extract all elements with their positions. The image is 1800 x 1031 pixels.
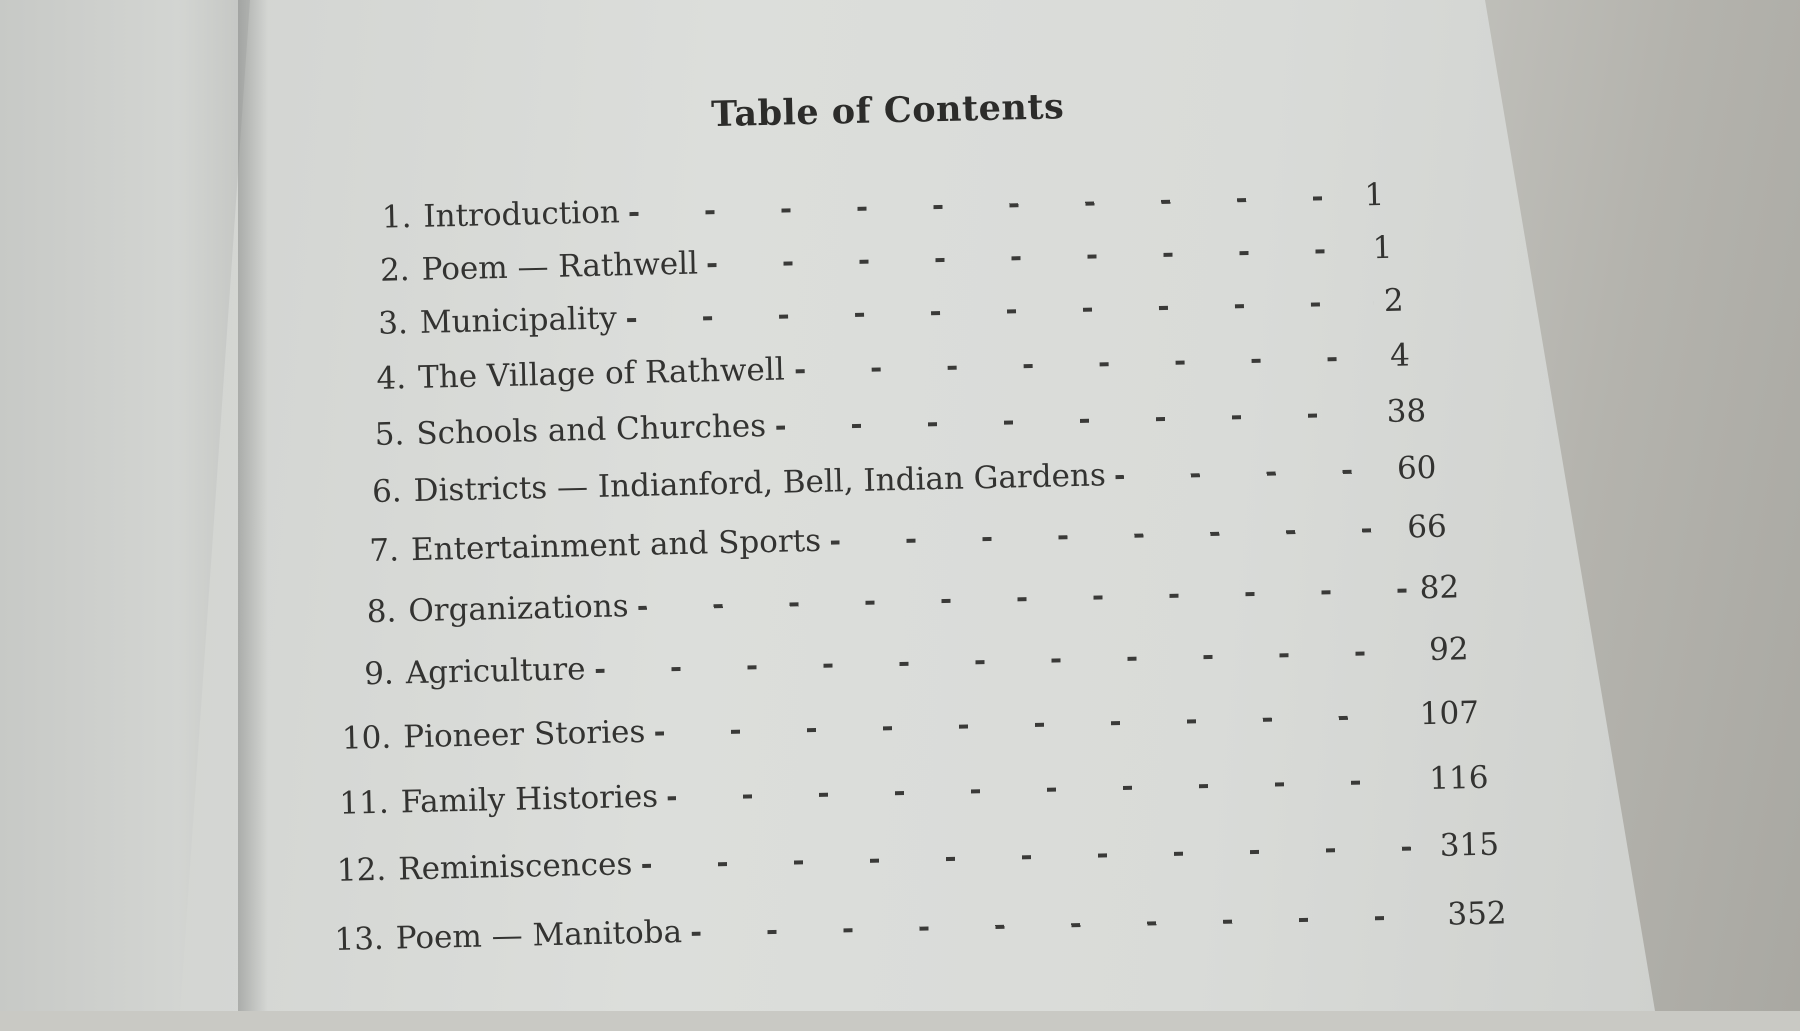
toc-leader xyxy=(655,714,1410,735)
toc-entry xyxy=(339,450,1437,515)
toc-leader xyxy=(1116,469,1387,479)
toc-title: Pioneer Stories xyxy=(402,713,646,756)
toc-number: 13. xyxy=(334,920,385,958)
toc-page-number: 1 xyxy=(1372,229,1393,267)
toc-entry xyxy=(349,177,1385,240)
toc-page-number: 92 xyxy=(1428,631,1469,669)
toc-entry xyxy=(321,895,1507,962)
toc-leader xyxy=(668,779,1419,800)
toc-number: 10. xyxy=(341,719,392,757)
toc-entry xyxy=(344,337,1411,401)
toc-leader xyxy=(708,248,1363,267)
page-title: Table of Contents xyxy=(710,86,1065,136)
toc-title: Municipality xyxy=(419,300,618,341)
toc-page-number: 82 xyxy=(1419,569,1460,607)
toc-page-number: 107 xyxy=(1419,694,1480,733)
toc-entry xyxy=(337,509,1448,574)
toc-title: Organizations xyxy=(407,588,629,630)
toc-number: 5. xyxy=(374,416,405,453)
toc-entry xyxy=(326,760,1489,826)
toc-page-number: 38 xyxy=(1386,393,1427,430)
toc-page-number: 116 xyxy=(1428,759,1489,798)
toc-number: 1. xyxy=(381,199,412,236)
toc-leader xyxy=(795,356,1381,373)
toc-page-number: 60 xyxy=(1396,449,1437,487)
toc-leader xyxy=(630,196,1355,216)
toc-entry xyxy=(329,695,1480,761)
toc-leader xyxy=(692,915,1437,936)
toc-leader xyxy=(642,846,1430,868)
toc-number: 2. xyxy=(379,252,411,289)
toc-number: 6. xyxy=(371,473,403,510)
toc-page-number: 315 xyxy=(1439,826,1500,864)
toc-leader xyxy=(627,301,1374,322)
toc-title: The Village of Rathwell xyxy=(417,351,786,396)
toc-entry xyxy=(345,283,1404,347)
toc-leader xyxy=(831,528,1397,545)
toc-entry xyxy=(324,827,1500,894)
toc-title: Introduction xyxy=(423,194,621,235)
toc-page-number: 352 xyxy=(1446,895,1507,933)
toc-title: Entertainment and Sports xyxy=(410,522,822,569)
toc-number: 3. xyxy=(377,305,409,342)
toc-page-number: 2 xyxy=(1383,282,1405,319)
toc-entry xyxy=(331,631,1469,697)
toc-entry xyxy=(334,569,1460,635)
toc-number: 4. xyxy=(376,360,407,397)
toc-leader xyxy=(639,588,1410,609)
toc-title: Poem — Rathwell xyxy=(421,245,699,288)
toc-number: 11. xyxy=(339,784,390,822)
toc-entry xyxy=(342,393,1427,458)
toc-number: 8. xyxy=(366,593,397,631)
toc-title: Schools and Churches xyxy=(415,408,767,452)
toc-title: Reminiscences xyxy=(397,846,633,888)
toc-title: Agriculture xyxy=(405,651,586,692)
toc-title: Family Histories xyxy=(400,778,659,821)
toc-title: Poem — Manitoba xyxy=(395,914,683,957)
toc-leader xyxy=(776,412,1377,430)
toc-page-number: 4 xyxy=(1389,337,1411,374)
toc-page-number: 66 xyxy=(1406,508,1448,546)
toc-title: Districts — Indianford, Bell, Indian Gardens xyxy=(413,457,1107,510)
toc-page-number: 1 xyxy=(1364,176,1385,214)
toc-leader xyxy=(596,650,1420,673)
toc-number: 12. xyxy=(336,851,387,889)
toc-number: 9. xyxy=(363,655,395,693)
toc-number: 7. xyxy=(369,532,400,570)
toc-entry xyxy=(347,230,1393,294)
